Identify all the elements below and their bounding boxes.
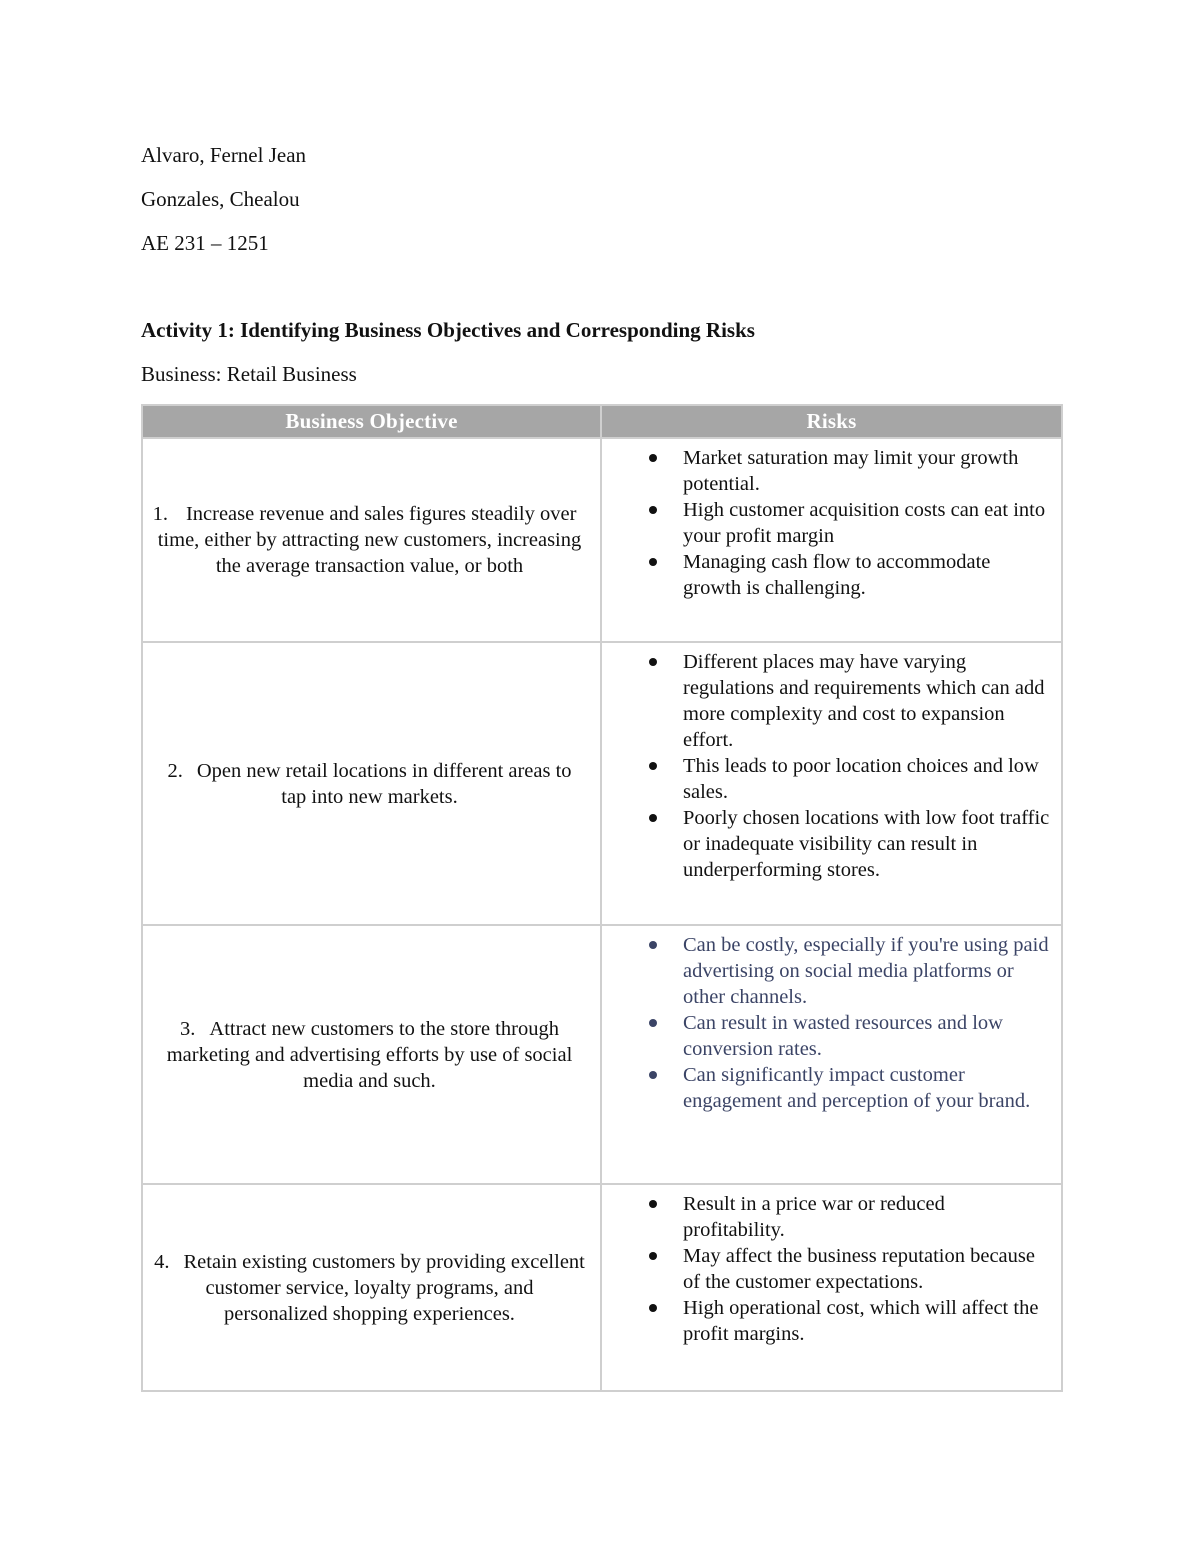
objective-cell <box>142 925 601 1184</box>
objective-number: 2. <box>167 759 183 782</box>
objective-cell <box>142 438 601 642</box>
author-name-2: Gonzales, Chealou <box>141 187 300 211</box>
risks-cell <box>601 1184 1062 1391</box>
author-name-1: Alvaro, Fernel Jean <box>141 143 307 167</box>
risk-list <box>602 445 1051 601</box>
header-risks: Risks <box>601 405 1062 438</box>
risk-item: Different places may have varying regulations and requirements which can add more complexity and cost to expansion effort. <box>602 649 1051 753</box>
objective-cell <box>142 1184 601 1391</box>
risk-item: High customer acquisition costs can eat into your profit margin <box>602 497 1051 549</box>
risk-item: Result in a price war or reduced profitability. <box>602 1191 1051 1243</box>
objective-number: 4. <box>154 1250 170 1273</box>
risk-item: May affect the business reputation because of the customer expectations. <box>602 1243 1051 1295</box>
table-row <box>142 925 1062 1184</box>
table-row <box>142 438 1062 642</box>
risks-cell <box>601 438 1062 642</box>
objective-text: Retain existing customers by providing excellent customer service, loyalty programs, and personalized shopping experiences. <box>183 1250 585 1325</box>
risk-list <box>602 649 1051 883</box>
activity-title: Activity 1: Identifying Business Objectives and Corresponding Risks <box>141 318 755 342</box>
table-row <box>142 642 1062 925</box>
risk-item: Market saturation may limit your growth potential. <box>602 445 1051 497</box>
risk-item: This leads to poor location choices and low sales. <box>602 753 1051 805</box>
risk-item: Managing cash flow to accommodate growth is challenging. <box>602 549 1051 601</box>
objective-text: Open new retail locations in different areas to tap into new markets. <box>196 759 572 808</box>
risk-item: Can result in wasted resources and low conversion rates. <box>602 1010 1051 1062</box>
table-row <box>142 1184 1062 1391</box>
objective-text: Attract new customers to the store through marketing and advertising efforts by use of social media and such. <box>166 1017 573 1092</box>
risk-item: Can significantly impact customer engagement and perception of your brand. <box>602 1062 1051 1114</box>
risk-item: Poorly chosen locations with low foot traffic or inadequate visibility can result in underperforming stores. <box>602 805 1051 883</box>
course-code: AE 231 – 1251 <box>141 231 269 255</box>
risks-cell <box>601 925 1062 1184</box>
objective-cell <box>142 642 601 925</box>
objectives-risks-table <box>141 404 1063 1392</box>
header-business-objective: Business Objective <box>142 405 601 438</box>
risks-cell <box>601 642 1062 925</box>
table-header-row <box>142 405 1062 438</box>
risk-list <box>602 1191 1051 1347</box>
risk-item: Can be costly, especially if you're using paid advertising on social media platforms or other channels. <box>602 932 1051 1010</box>
risk-item: High operational cost, which will affect the profit margins. <box>602 1295 1051 1347</box>
business-label: Business: Retail Business <box>141 362 357 386</box>
objective-number: 1. <box>152 503 168 525</box>
objective-number: 3. <box>180 1017 196 1040</box>
risk-list <box>602 932 1051 1114</box>
objective-text: Increase revenue and sales figures steadily over time, either by attracting new customers, increasing the average transaction value, or both <box>157 503 582 577</box>
